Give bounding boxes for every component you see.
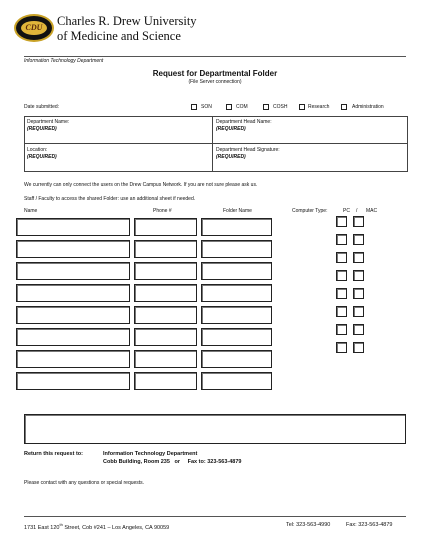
folder-name-input[interactable] [201, 262, 272, 280]
university-name-line1: Charles R. Drew University [57, 14, 197, 28]
phone-input[interactable] [134, 262, 197, 280]
department-head-name-required: (REQUIRED) [216, 126, 246, 132]
phone-input[interactable] [134, 284, 197, 302]
location-required: (REQUIRED) [27, 154, 57, 160]
comments-textarea[interactable] [24, 414, 406, 444]
research-label: Research [308, 104, 330, 110]
mac-checkbox[interactable] [353, 306, 364, 317]
column-folder-name: Folder Name [223, 208, 252, 214]
pc-checkbox[interactable] [336, 288, 347, 299]
cosh-checkbox[interactable] [263, 104, 269, 110]
pc-checkbox[interactable] [336, 270, 347, 281]
address-prefix: 1731 East 120 [24, 524, 60, 531]
column-mac: MAC [366, 208, 378, 214]
mac-checkbox[interactable] [353, 234, 364, 245]
folder-name-input[interactable] [201, 306, 272, 324]
header-divider [24, 56, 406, 57]
research-checkbox[interactable] [299, 104, 305, 110]
son-label: SON [201, 104, 212, 110]
folder-name-input[interactable] [201, 284, 272, 302]
administration-label: Administration [352, 104, 384, 110]
folder-name-input[interactable] [201, 240, 272, 258]
folder-name-input[interactable] [201, 350, 272, 368]
logo-text: CDU [21, 21, 47, 35]
footer-address [24, 522, 169, 531]
column-slash: / [356, 208, 358, 214]
department-head-signature-input[interactable] [216, 161, 404, 170]
pc-checkbox[interactable] [336, 306, 347, 317]
mac-checkbox[interactable] [353, 252, 364, 263]
phone-input[interactable] [134, 306, 197, 324]
return-line1: Information Technology Department [103, 451, 198, 457]
com-checkbox[interactable] [226, 104, 232, 110]
administration-checkbox[interactable] [341, 104, 347, 110]
son-checkbox[interactable] [191, 104, 197, 110]
department-head-name-input[interactable] [216, 133, 404, 142]
grid-vertical-divider [212, 116, 213, 172]
name-input[interactable] [16, 372, 130, 390]
pc-checkbox[interactable] [336, 342, 347, 353]
location-label: Location: [27, 147, 48, 153]
column-phone: Phone # [153, 208, 172, 214]
pc-checkbox[interactable] [336, 252, 347, 263]
folder-name-input[interactable] [201, 328, 272, 346]
pc-checkbox[interactable] [336, 324, 347, 335]
department-head-name-label: Department Head Name: [216, 119, 272, 125]
university-name-line2: of Medicine and Science [57, 29, 181, 43]
name-input[interactable] [16, 262, 130, 280]
pc-checkbox[interactable] [336, 234, 347, 245]
mac-checkbox[interactable] [353, 324, 364, 335]
phone-input[interactable] [134, 328, 197, 346]
cosh-label: COSH [273, 104, 288, 110]
university-logo [14, 14, 54, 42]
access-note: Staff / Faculty to access the shared Folder: use an additional sheet if needed. [24, 196, 196, 202]
department-head-signature-required: (REQUIRED) [216, 154, 246, 160]
mac-checkbox[interactable] [353, 216, 364, 227]
pc-checkbox[interactable] [336, 216, 347, 227]
contact-note: Please contact with any questions or special requests. [24, 480, 145, 486]
column-pc: PC [343, 208, 350, 214]
address-sup: th [59, 522, 63, 527]
name-input[interactable] [16, 350, 130, 368]
return-label: Return this request to: [24, 451, 83, 457]
phone-input[interactable] [134, 372, 197, 390]
mac-checkbox[interactable] [353, 270, 364, 281]
name-input[interactable] [16, 306, 130, 324]
name-input[interactable] [16, 218, 130, 236]
department-name-required: (REQUIRED) [27, 126, 57, 132]
department-name-label: Department Name: [27, 119, 70, 125]
department-name-input[interactable] [27, 133, 209, 142]
footer-fax: Fax: 323-563-4879 [346, 522, 393, 528]
phone-input[interactable] [134, 350, 197, 368]
footer-divider [24, 516, 406, 517]
folder-name-input[interactable] [201, 218, 272, 236]
address-suffix: Street, Cob #241 – Los Angeles, CA 90059 [62, 524, 170, 531]
mac-checkbox[interactable] [353, 288, 364, 299]
department-label: Information Technology Department [24, 58, 104, 64]
form-subtitle: (File Server connection) [188, 79, 242, 85]
phone-input[interactable] [134, 240, 197, 258]
phone-input[interactable] [134, 218, 197, 236]
mac-checkbox[interactable] [353, 342, 364, 353]
department-head-signature-label: Department Head Signature: [216, 147, 280, 153]
network-note: We currently can only connect the users on the Drew Campus Network. If you are not sure please ask us. [24, 182, 258, 188]
folder-name-input[interactable] [201, 372, 272, 390]
return-line2: Cobb Building, Room 235 or Fax to: 323-563-4879 [103, 459, 242, 465]
name-input[interactable] [16, 240, 130, 258]
date-submitted-label: Date submitted: [24, 104, 60, 110]
column-name: Name [24, 208, 38, 214]
com-label: COM [236, 104, 248, 110]
grid-horizontal-divider [24, 143, 408, 144]
location-input[interactable] [27, 161, 209, 170]
column-computer-type: Computer Type: [292, 208, 328, 214]
name-input[interactable] [16, 284, 130, 302]
name-input[interactable] [16, 328, 130, 346]
form-title: Request for Departmental Folder [152, 69, 278, 78]
footer-tel: Tel: 323-563-4990 [286, 522, 331, 528]
